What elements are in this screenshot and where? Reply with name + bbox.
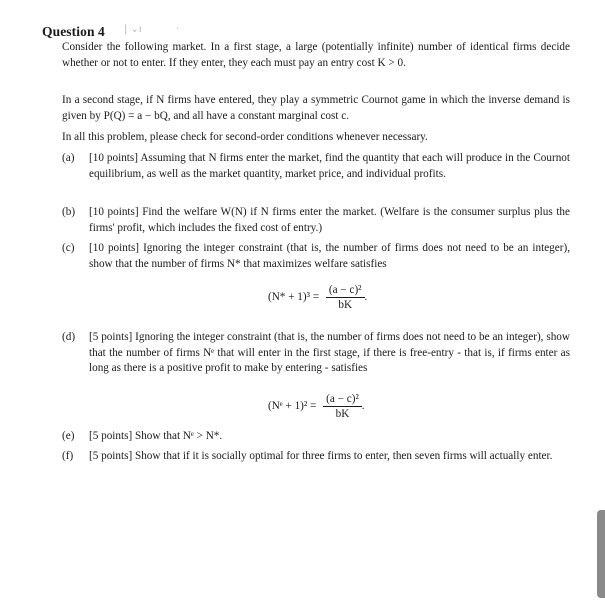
part-d-text: [5 points] Ignoring the integer constraint (that is, the number of firms does not need to be an integer), show that the number of firms Nᵉ that will enter in the first stage, if there is free-entry - that is, if firms enter as long as there is a positive profit to make by entering - satisfies [89,331,570,375]
equation-c-lhs: (N* + 1)³ = [268,291,320,304]
faint-dot-mark: · [176,24,180,35]
equation-welfare-optimum [268,284,367,311]
equation-d-denominator: bK [335,408,350,420]
part-b-text: [10 points] Find the welfare W(N) if N firms enter the market. (Welfare is the consumer surplus plus the firms' profit, which includes the fixed cost of entry.) [89,206,570,234]
part-a-label: (a) [62,152,75,164]
part-c-label: (c) [62,242,75,254]
part-b-label: (b) [62,206,76,218]
intro-paragraph-3: In all this problem, please check for second-order conditions whenever necessary. [62,131,428,143]
equation-c-denominator: bK [338,299,353,311]
question-title: Question 4 [42,24,105,39]
part-e-label: (e) [62,430,75,442]
part-c [62,241,570,272]
equation-d-fraction [323,393,362,420]
part-e-text: [5 points] Show that Nᵉ > N*. [89,430,223,442]
part-a-text: [10 points] Assuming that N firms enter the market, find the quantity that each will produce in the Cournot equilibrium, as well as the market quantity, market price, and individual profits. [89,152,570,180]
equation-c-numerator: (a − c)² [326,284,365,298]
faint-scribble-mark: | ⌄ı [124,24,142,35]
scrollbar-thumb[interactable] [597,510,605,598]
part-f [62,449,570,465]
equation-d-lhs: (Nᵉ + 1)² = [268,400,317,413]
equation-c-period: . [364,291,368,304]
equation-d-period: . [361,400,365,413]
intro-paragraph-1: Consider the following market. In a first stage, a large (potentially infinite) number of identical firms decide whether or not to enter. If they enter, they each must pay an entry cost K > 0. [62,41,570,69]
part-d [62,330,570,377]
part-f-text: [5 points] Show that if it is socially optimal for three firms to enter, then seven firms will actually enter. [89,450,553,462]
part-d-label: (d) [62,331,76,343]
part-a [62,151,570,182]
intro-paragraph-2: In a second stage, if N firms have entered, they play a symmetric Cournot game in which the inverse demand is given by P(Q) = a − bQ, and all have a constant marginal cost c. [62,94,570,122]
equation-c-fraction [326,284,365,311]
part-c-text: [10 points] Ignoring the integer constraint (that is, the number of firms does not need to be an integer), show that the number of firms N* that maximizes welfare satisfies [89,242,570,270]
equation-free-entry [268,393,365,420]
equation-d-numerator: (a − c)² [323,393,362,407]
part-b [62,205,570,236]
part-e [62,429,570,445]
part-f-label: (f) [62,450,74,462]
